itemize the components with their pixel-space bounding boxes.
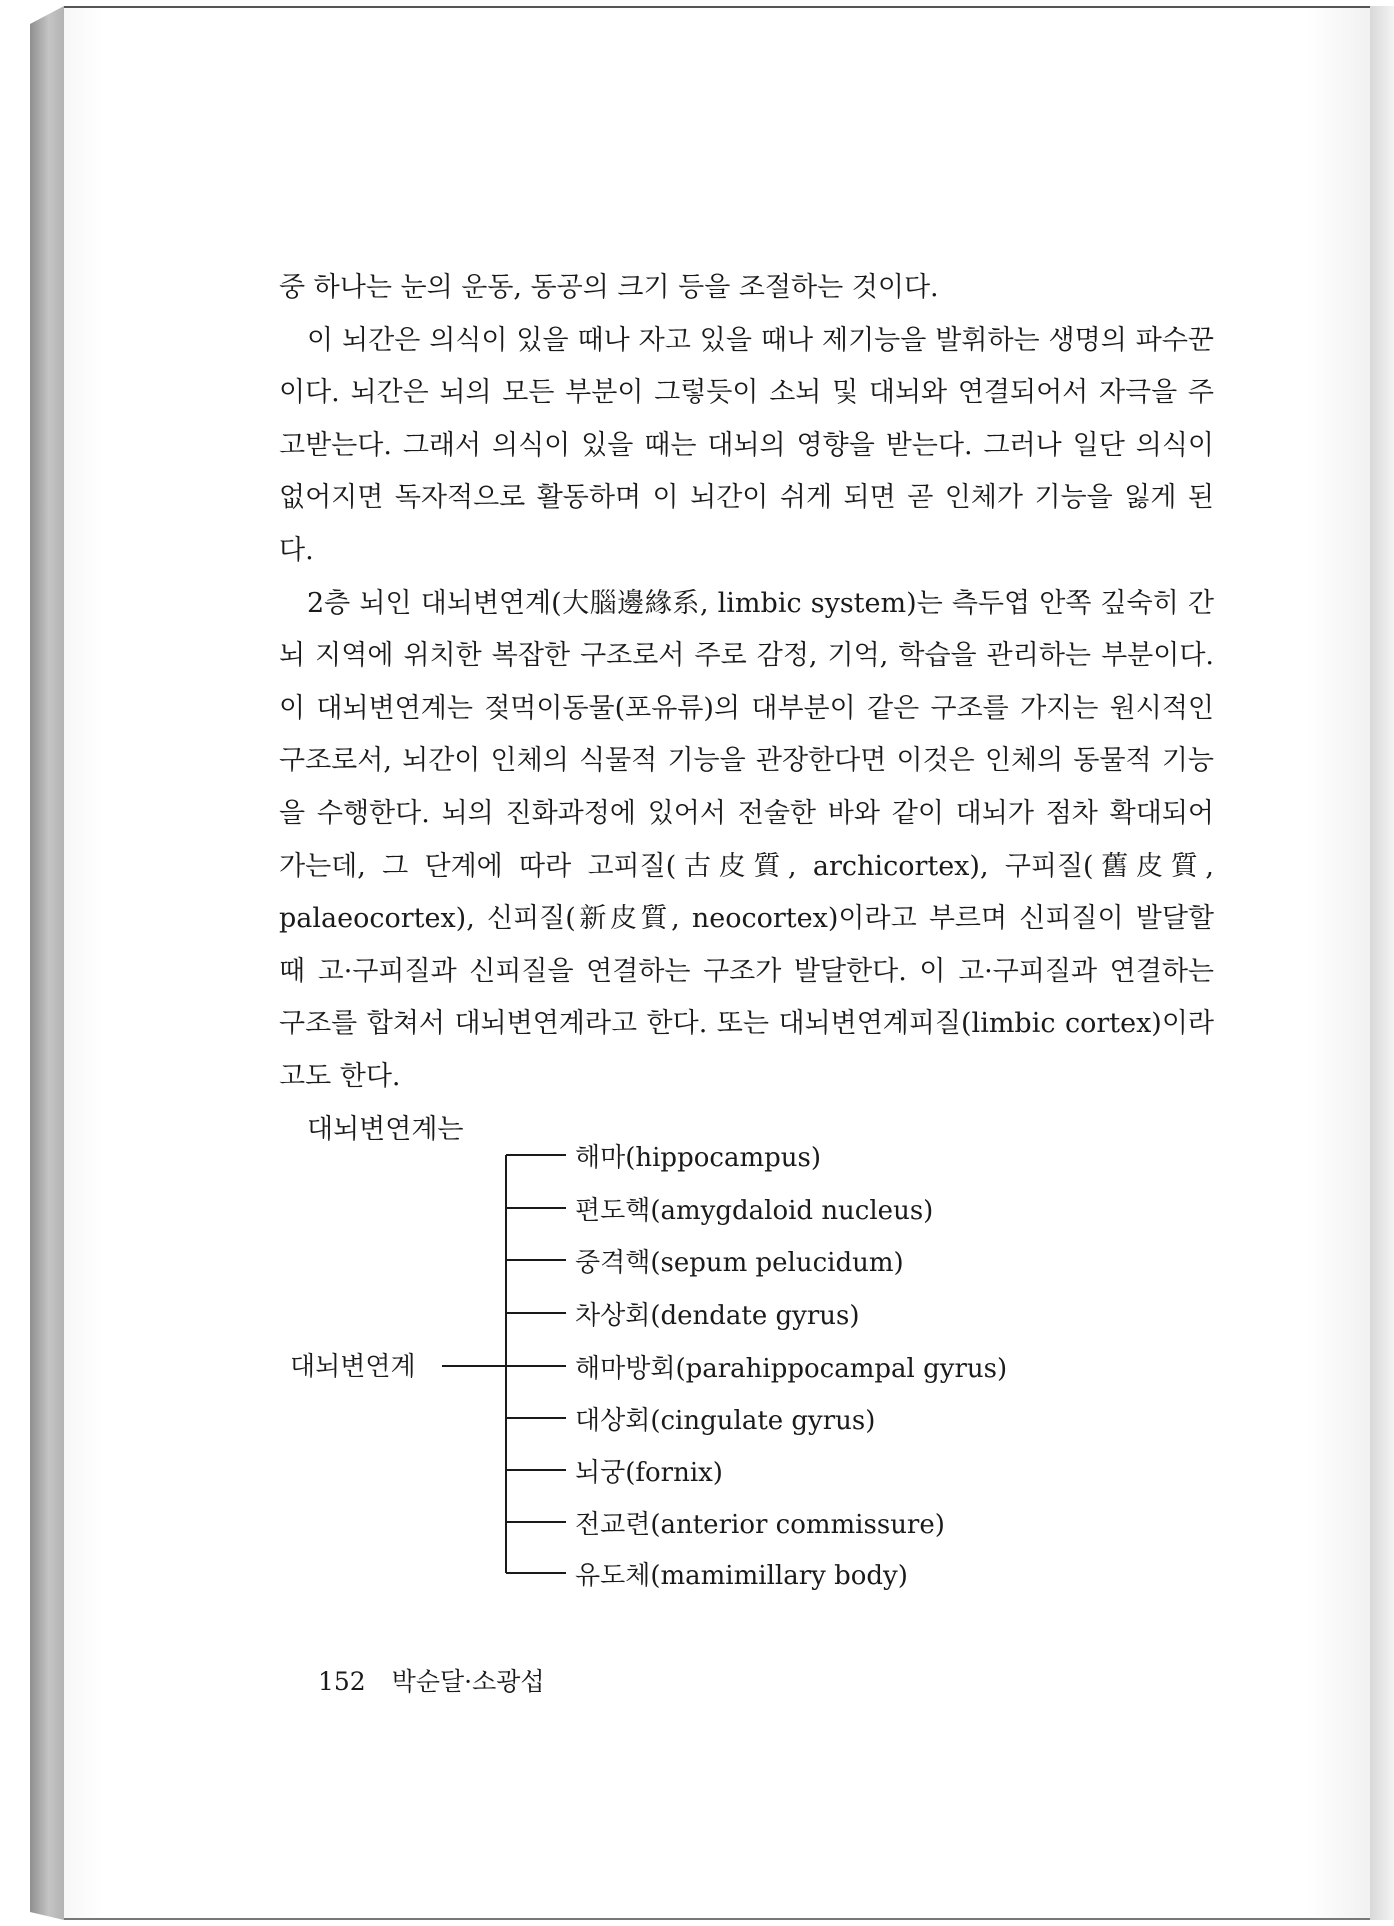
page-edge-shadow — [1370, 6, 1394, 1920]
diagram-branch-label: 차상회(dendate gyrus) — [575, 1301, 860, 1331]
diagram-root-label: 대뇌변연계 — [290, 1352, 416, 1382]
body-text — [279, 262, 1214, 1156]
paragraph: 중 하나는 눈의 운동, 동공의 크기 등을 조절하는 것이다. — [279, 272, 939, 303]
diagram-branch-label: 대상회(cingulate gyrus) — [575, 1406, 876, 1436]
diagram-branch-label: 뇌궁(fornix) — [575, 1458, 723, 1488]
diagram-branch-label: 전교련(anterior commissure) — [575, 1510, 945, 1540]
diagram-branch-label: 유도체(mamimillary body) — [575, 1561, 908, 1591]
diagram-branch-label: 중격핵(sepum pelucidum) — [575, 1248, 904, 1278]
paragraph: 대뇌변연계는 — [307, 1113, 464, 1145]
page-footer — [318, 1662, 545, 1698]
page-number: 152 — [318, 1667, 366, 1696]
diagram-branch-label: 해마(hippocampus) — [575, 1143, 821, 1173]
book-spine — [30, 6, 64, 1920]
diagram-branch-label: 편도핵(amygdaloid nucleus) — [575, 1196, 934, 1226]
paragraph: 2층 뇌인 대뇌변연계(大腦邊緣系, limbic system)는 측두엽 안쪽 깊숙히 간뇌 지역에 위치한 복잡한 구조로서 주로 감정, 기억, 학습을 관리하는 부분이다. 이 대뇌변연계는 젖먹이동물(포유류)의 대부분이 같은 구조를 가지는 원시적인 구조로서, 뇌간이 인체의 식물적 기능을 관장한다면 이것은 인체의 동물적 기능을 수행한다. 뇌의 진화과정에 있어서 전술한 바와 같이 대뇌가 점차 확대되어 가는데, 그 단계에 따라 고피질(古皮質, archicortex), 구피질(舊皮質, palaeocortex), 신피질(新皮質, neocortex)이라고 부르며 신피질이 발달할 때 고·구피질과 신피질을 연결하는 구조가 발달한다. 이 고·구피질과 연결하는 구조를 합쳐서 대뇌변연계라고 한다. 또는 대뇌변연계피질(limbic cortex)이라고도 한다. — [279, 587, 1214, 1092]
paragraph: 이 뇌간은 의식이 있을 때나 자고 있을 때나 제기능을 발휘하는 생명의 파수꾼이다. 뇌간은 뇌의 모든 부분이 그렇듯이 소뇌 및 대뇌와 연결되어서 자극을 주고받는다. 그래서 의식이 있을 때는 대뇌의 영향을 받는다. 그러나 일단 의식이 없어지면 독자적으로 활동하며 이 뇌간이 쉬게 되면 곧 인체가 기능을 잃게 된다. — [279, 324, 1214, 566]
footer-authors: 박순달·소광섭 — [391, 1667, 545, 1696]
diagram-branch-label: 해마방회(parahippocampal gyrus) — [575, 1354, 1008, 1384]
